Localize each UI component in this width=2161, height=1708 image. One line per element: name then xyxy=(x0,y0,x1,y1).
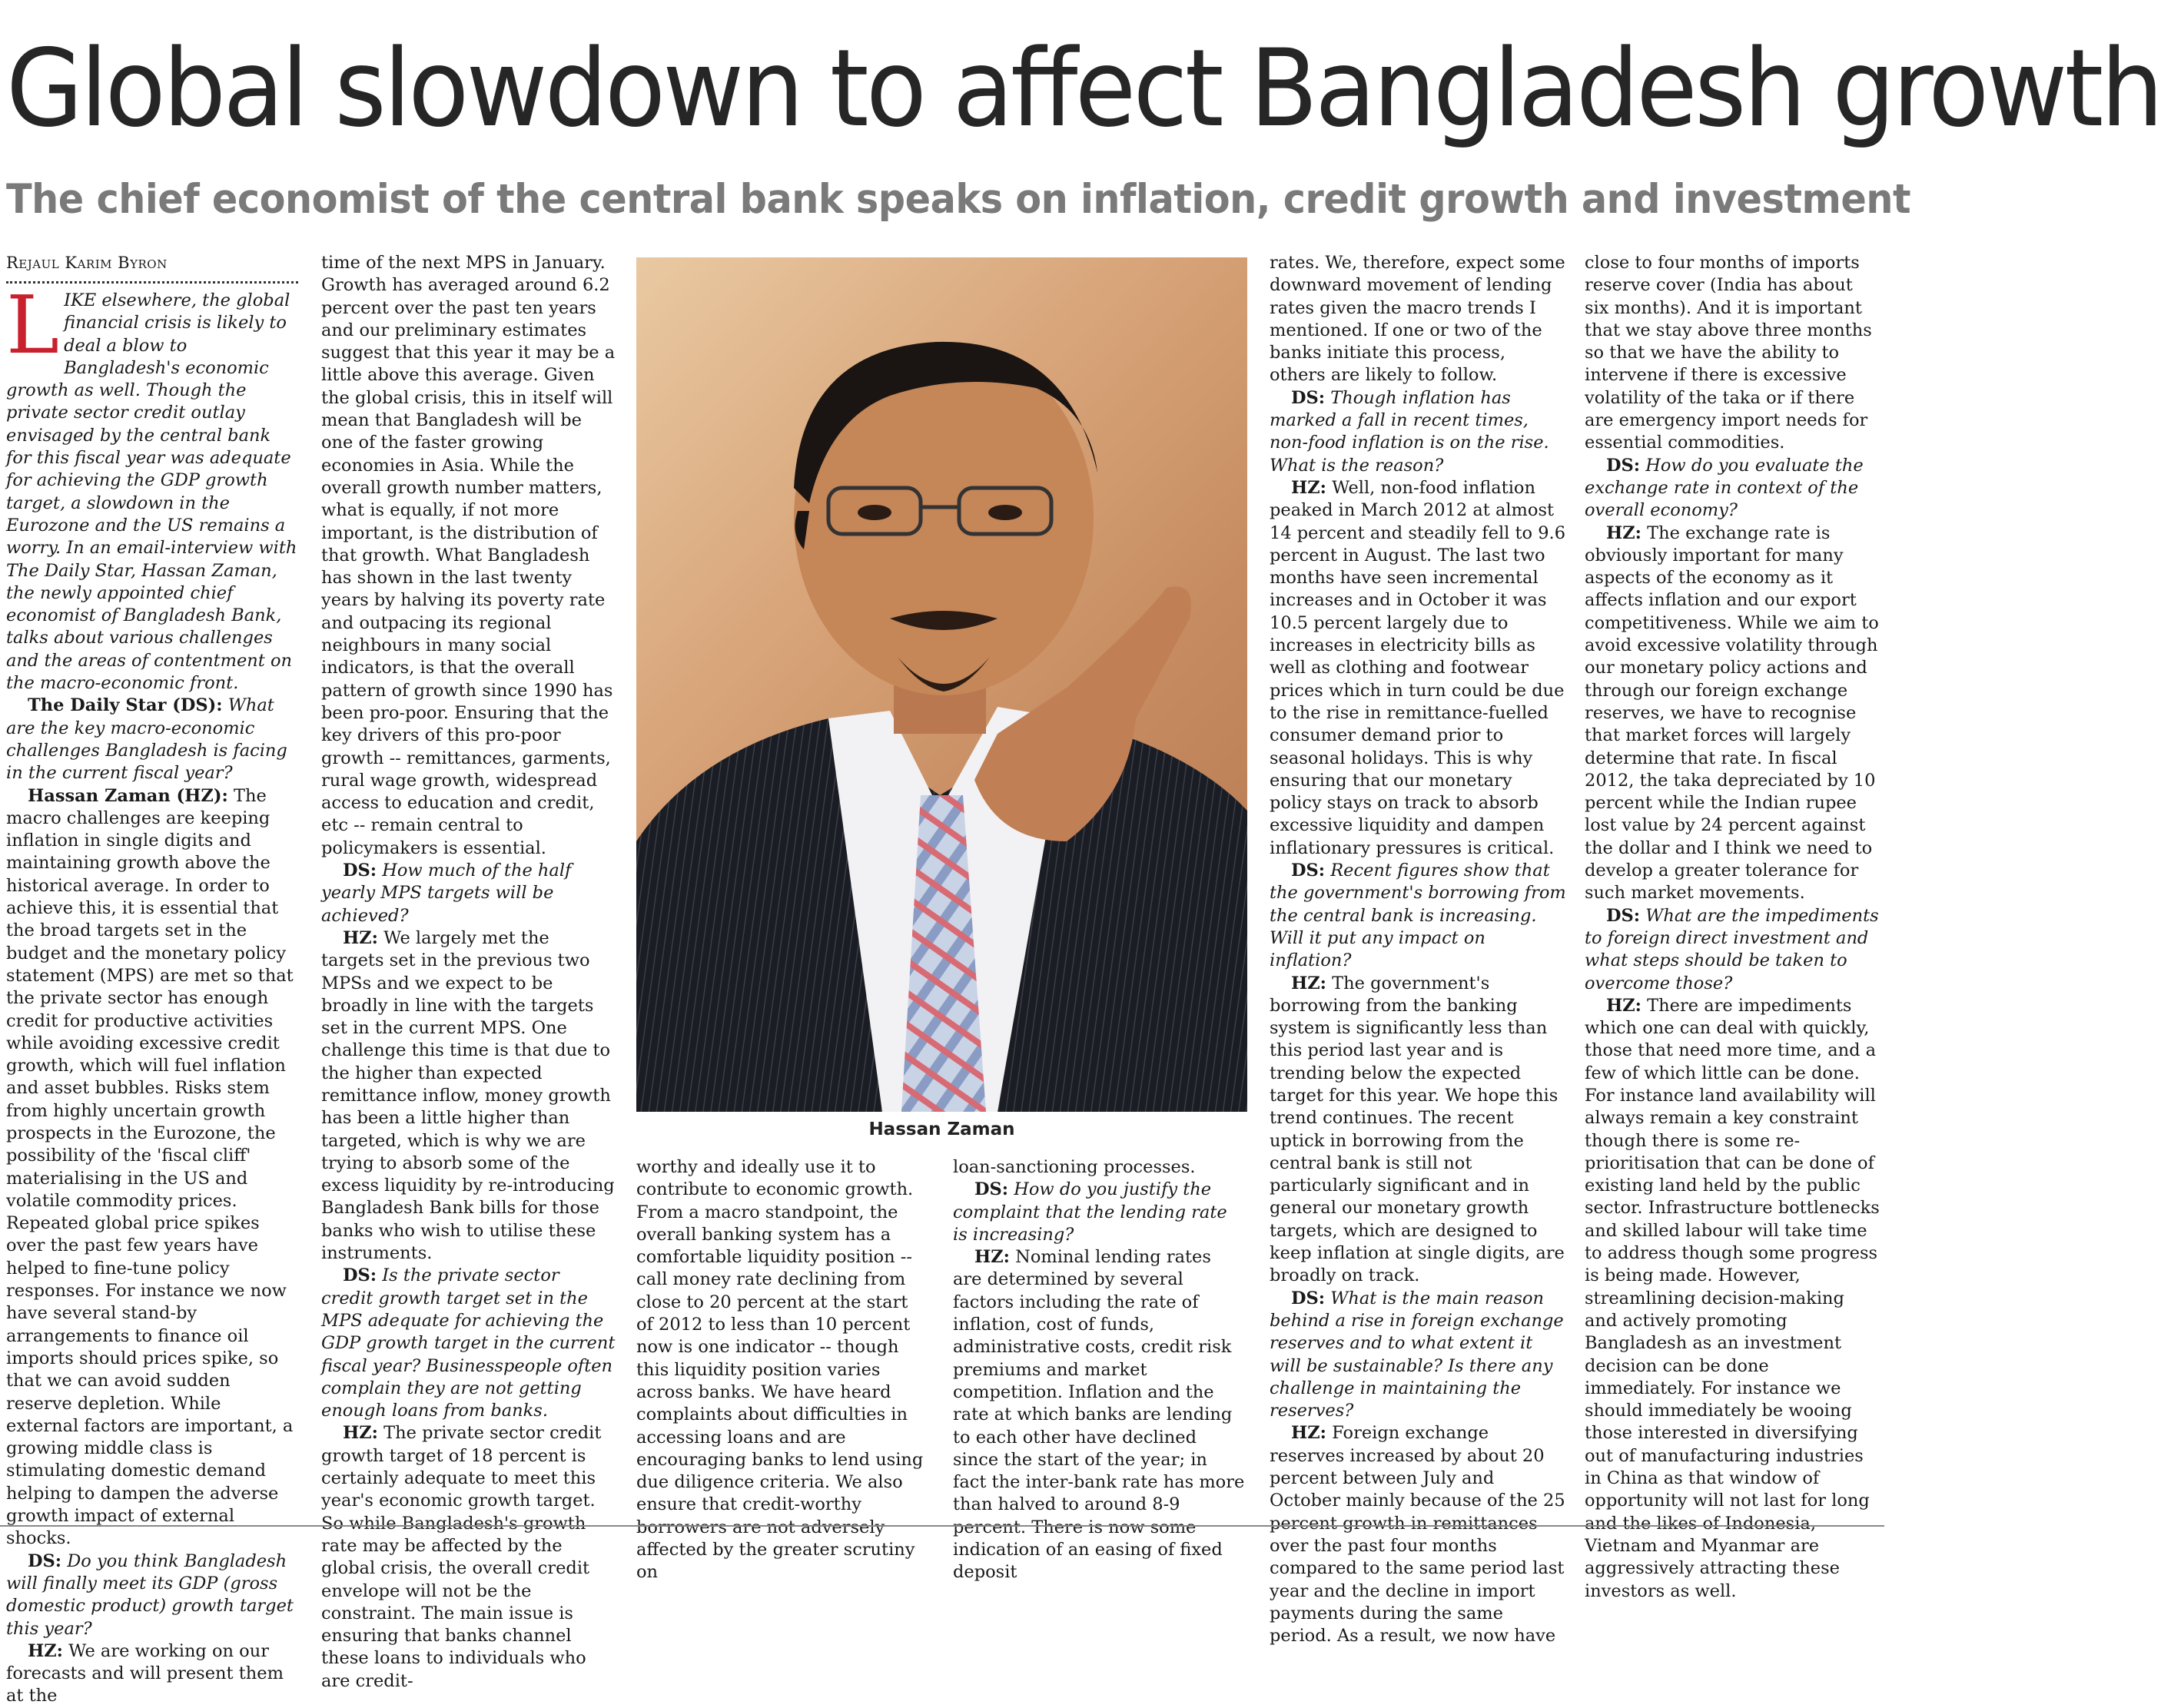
answer-text: Foreign exchange reserves increased by about 20 percent between July and October mainly because of the 25 percent growth in remittances over the past four months compared to the same period last year and the decline in import payments during the same period. As a result, we now have xyxy=(1270,1423,1565,1647)
question-text: How do you evaluate the exchange rate in context of the overall economy? xyxy=(1585,455,1864,521)
column-4 xyxy=(953,1156,1245,1583)
speaker-label: Hassan Zaman (HZ): xyxy=(28,785,228,806)
answer-text: close to four months of imports reserve cover (India has about six months). And it is important that we stay above three months so that we have the ability to intervene if there is excessive volatility of the taka or if there are emergency import needs for essential commodities. xyxy=(1585,253,1872,453)
paragraph xyxy=(6,1640,298,1708)
intro-text: IKE elsewhere, the global financial crisis is likely to deal a blow to Bangladesh's economic growth as well. Though the private sector credit outlay envisaged by the central bank for this fiscal year was adequate for achieving the GDP growth target, a slowdown in the Eurozone and the US remains a worry. In an email-interview with The Daily Star, Hassan Zaman, the newly appointed chief economist of Bangladesh Bank, talks about various challenges and the areas of contentment on the macro-economic front. xyxy=(6,290,297,694)
column-1 xyxy=(6,252,298,1706)
answer-text: There are impediments which one can deal with quickly, those that need more time, and a few of which little can be done. For instance land availability will always remain a key constraint though there is some re-prioritisation that can be done of existing land held by the public sector. Infrastructure bottlenecks and skilled labour will take time to address though some progress is being made. However, streamlining decision-making and actively promoting Bangladesh as an investment decision can be done immediately. For instance we should immediately be wooing those interested in diversifying out of manufacturing industries in China as that window of opportunity will not last for long and the likes of Indonesia, Vietnam and Myanmar are aggressively attracting these investors as well. xyxy=(1585,995,1880,1601)
answer-text: worthy and ideally use it to contribute to economic growth. From a macro standpoint, the overall banking system has a comfortable liquidity position -- call money rate declining from close to 20 percent at the start of 2012 to less than 10 percent now is one indicator -- though this liquidity position varies across banks. We have heard complaints about difficulties in accessing loans and are encouraging banks to lend using due diligence criteria. We also ensure that credit-worthy borrowers are not adversely affected by the greater scrutiny on xyxy=(636,1157,924,1583)
paragraph xyxy=(1585,252,1881,455)
speaker-label: DS: xyxy=(1291,387,1326,408)
speaker-label: DS: xyxy=(1606,905,1641,926)
speaker-label: HZ: xyxy=(974,1247,1010,1268)
answer-text: Well, non-food inflation peaked in March 2012 at almost 14 percent and steadily fell to 9.6 percent in August. The last two months have seen incremental increases and in October it was 10.5 percent largely due to increases in electricity bills as well as clothing and footwear prices which in turn could be due to the rise in remittance-fuelled consumer demand prior to seasonal holidays. This is why ensuring that our monetary policy stays on track to absorb excessive liquidity and dampen inflationary pressures is critical. xyxy=(1270,477,1566,858)
column-6 xyxy=(1585,252,1881,1601)
paragraph xyxy=(953,1246,1245,1584)
question-text: Is the private sector credit growth target set in the MPS adequate for achieving the GDP growth target in the current fiscal year? Businesspeople often complain they are not getting enough loans from banks. xyxy=(321,1265,616,1421)
paragraph xyxy=(1270,252,1566,387)
headline: Global slowdown to affect Bangladesh growth xyxy=(6,26,2161,151)
speaker-label: DS: xyxy=(974,1179,1009,1200)
drop-cap: L xyxy=(6,278,60,372)
answer-text: time of the next MPS in January. Growth has averaged around 6.2 percent over the past ten years and our preliminary estimates suggest that this year it may be a little above this average. Given the global crisis, this in itself will mean that Bangladesh will be one of the faster growing economies in Asia. While the overall growth number matters, what is equally, if not more important, is the distribution of that growth. What Bangladesh has shown in the last twenty years by halving its poverty rate and outpacing its regional neighbours in many social indicators, is that the overall pattern of growth since 1990 has been pro-poor. Ensuring that the key drivers of this pro-poor growth -- remittances, garments, rural wage growth, widespread access to education and credit, etc -- remain central to policymakers is essential. xyxy=(321,253,616,858)
speaker-label: DS: xyxy=(1291,861,1326,881)
answer-text: The government's borrowing from the banking system is significantly less than this period last year and is trending below the expected target for this year. We hope this trend continues. The recent uptick in borrowing from the central bank is still not particularly significant and in general our monetary growth targets, which are designed to keep inflation at single digits, are broadly on track. xyxy=(1270,973,1565,1286)
paragraph xyxy=(1585,522,1881,905)
byline: Rejaul Karim Byron xyxy=(6,254,168,272)
paragraph xyxy=(321,1265,616,1422)
question-text: Though inflation has marked a fall in recent times, non-food inflation is on the rise. What is the reason? xyxy=(1270,387,1549,476)
paragraph xyxy=(953,1156,1245,1179)
answer-text: loan-sanctioning processes. xyxy=(953,1157,1196,1177)
subheadline: The chief economist of the central bank speaks on inflation, credit growth and investment xyxy=(6,176,1911,223)
column-1-body xyxy=(6,695,298,1707)
answer-text: We are working on our forecasts and will present them at the xyxy=(6,1640,284,1706)
question-text: What are the impediments to foreign direct investment and what steps should be taken to overcome those? xyxy=(1585,905,1879,993)
paragraph xyxy=(1270,973,1566,1288)
speaker-label: DS: xyxy=(343,861,377,881)
paragraph xyxy=(6,1550,298,1640)
intro-paragraph xyxy=(6,278,298,695)
question-text: Recent figures show that the government's borrowing from the central bank is increasing. Will it put any impact on inflation? xyxy=(1270,861,1566,971)
question-text: How much of the half yearly MPS targets will be achieved? xyxy=(321,861,572,926)
speaker-label: HZ: xyxy=(1291,973,1326,993)
paragraph xyxy=(321,927,616,1265)
answer-text: The private sector credit growth target of 18 percent is certainly adequate to meet this year's economic growth target. So while Bangladesh's growth rate may be affected by the global crisis, the overall credit envelope will not be the constraint. The main issue is ensuring that banks channel these loans to individuals who are credit- xyxy=(321,1423,602,1691)
speaker-label: HZ: xyxy=(1606,522,1641,543)
speaker-label: The Daily Star (DS): xyxy=(28,695,223,716)
paragraph xyxy=(636,1156,930,1584)
answer-text: rates. We, therefore, expect some downward movement of lending rates given the macro trends I mentioned. If one or two of the banks initiate this process, others are likely to follow. xyxy=(1270,253,1565,386)
speaker-label: HZ: xyxy=(1291,1423,1326,1444)
paragraph xyxy=(1585,905,1881,995)
speaker-label: HZ: xyxy=(28,1640,63,1661)
paragraph xyxy=(1270,860,1566,972)
answer-text: The macro challenges are keeping inflation in single digits and maintaining growth above the historical average. In order to achieve this, it is essential that the broad targets set in the budget and the monetary policy statement (MPS) are met so that the private sector has enough credit for productive activities while avoiding excessive credit growth, which will fuel inflation and asset bubbles. Risks stem from highly uncertain growth prospects in the Eurozone, the possibility of the 'fiscal cliff' materialising in the US and volatile commodity prices. Repeated global price spikes over the past few years have helped to fine-tune policy responses. For instance we now have several stand-by arrangements to finance oil imports should prices spike, so that we can avoid sudden reserve depletion. While external factors are important, a growing middle class is stimulating domestic demand helping to dampen the adverse growth impact of external shocks. xyxy=(6,785,294,1549)
paragraph xyxy=(321,252,616,860)
column-3 xyxy=(636,1156,930,1583)
answer-text: Nominal lending rates are determined by several factors including the rate of inflation, cost of funds, administrative costs, credit risk premiums and market competition. Inflation and the rate at which banks are lending to each other have declined since the start of the year; in fact the inter-bank rate has more than halved to around 8-9 percent. There is now some indication of an easing of fixed deposit xyxy=(953,1247,1245,1583)
portrait-illustration xyxy=(636,257,1247,1112)
column-5 xyxy=(1270,252,1566,1647)
question-text: What are the key macro-economic challenges Bangladesh is facing in the current fiscal year? xyxy=(6,695,287,784)
paragraph xyxy=(1585,455,1881,522)
paragraph xyxy=(1270,387,1566,477)
paragraph xyxy=(1270,1422,1566,1647)
question-text: What is the main reason behind a rise in foreign exchange reserves and to what extent it will be sustainable? Is there any challenge in maintaining the reserves? xyxy=(1270,1288,1564,1421)
question-text: How do you justify the complaint that the lending rate is increasing? xyxy=(953,1179,1227,1245)
paragraph xyxy=(6,695,298,784)
bottom-rule xyxy=(0,1525,1884,1527)
photo-caption: Hassan Zaman xyxy=(868,1119,1015,1139)
paragraph xyxy=(1270,477,1566,860)
paragraph xyxy=(321,860,616,927)
paragraph xyxy=(6,785,298,1550)
speaker-label: DS: xyxy=(1291,1288,1326,1308)
answer-text: We largely met the targets set in the previous two MPSs and we expect to be broadly in line with the targets set in the current MPS. One challenge this time is that due to the higher than expected remittance inflow, money growth has been a little higher than targeted, which is why we are trying to absorb some of the excess liquidity by re-introducing Bangladesh Bank bills for those banks who wish to utilise these instruments. xyxy=(321,927,615,1264)
speaker-label: HZ: xyxy=(1291,477,1326,498)
speaker-label: HZ: xyxy=(1606,995,1641,1016)
speaker-label: DS: xyxy=(343,1265,377,1286)
question-text: Do you think Bangladesh will finally meet its GDP (gross domestic product) growth target this year? xyxy=(6,1550,294,1639)
speaker-label: HZ: xyxy=(343,927,378,948)
paragraph xyxy=(953,1179,1245,1246)
answer-text: The exchange rate is obviously important for many aspects of the economy as it affects inflation and our export competitiveness. While we aim to avoid excessive volatility through our monetary policy actions and through our foreign exchange reserves, we have to recognise that market forces will largely determine that rate. In fiscal 2012, the taka depreciated by 10 percent while the Indian rupee lost value by 24 percent against the dollar and I think we need to develop a greater tolerance for such market movements. xyxy=(1585,522,1879,904)
speaker-label: HZ: xyxy=(343,1423,378,1444)
speaker-label: DS: xyxy=(28,1550,62,1571)
column-2 xyxy=(321,252,616,1691)
speaker-label: DS: xyxy=(1606,455,1641,476)
portrait-photo xyxy=(636,257,1247,1112)
paragraph xyxy=(1585,995,1881,1603)
paragraph xyxy=(321,1422,616,1693)
paragraph xyxy=(1270,1288,1566,1423)
